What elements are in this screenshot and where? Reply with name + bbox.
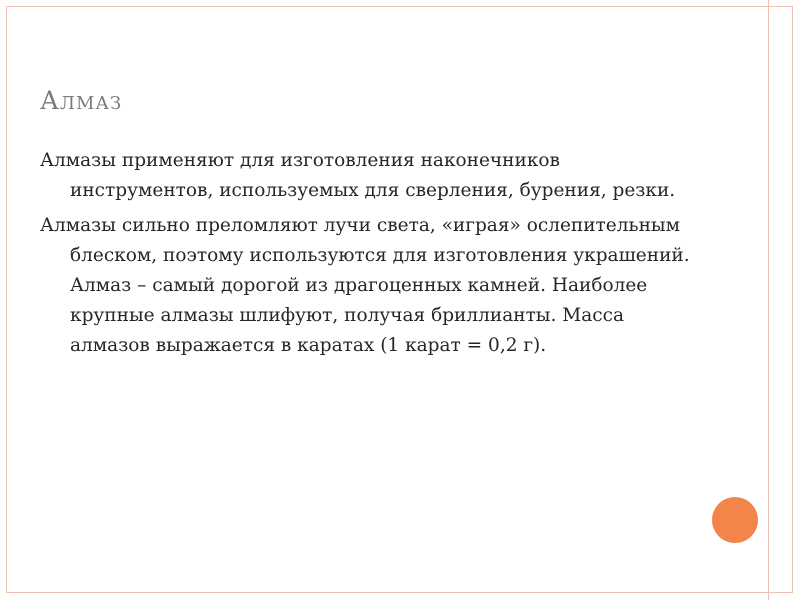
decorative-circle [712,497,758,543]
paragraph-jewelry: Алмазы сильно преломляют лучи света, «играя» ослепительным блеском, поэтому используются для изготовления украшений. Алмаз – самый дорогой из драгоценных камней. Наиболее крупные алмазы шлифуют, получая бриллианты. Масса алмазов выражается в каратах (1 карат = 0,2 г). [40,215,690,356]
slide-title: Алмаз [40,86,123,115]
paragraph-tools: Алмазы применяют для изготовления наконечников инструментов, используемых для сверления, бурения, резки. [40,150,676,201]
slide-content [40,146,690,366]
frame-vertical-line [768,0,769,600]
